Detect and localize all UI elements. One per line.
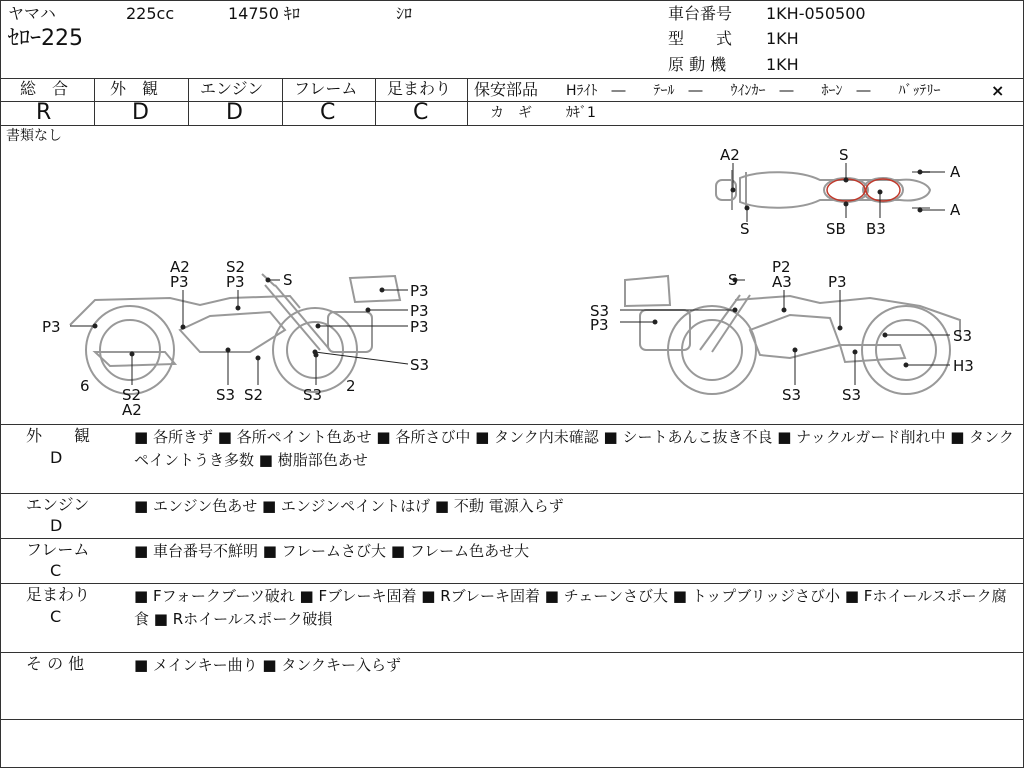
label-right-p3-left: P3 — [590, 316, 609, 334]
note-label-suspension: 足まわり — [26, 585, 91, 604]
label-top-a1: A — [950, 163, 961, 181]
label-left-s2-bottom: S2 — [122, 386, 142, 404]
type-label: 型 式 — [668, 29, 733, 48]
grade-value-exterior: D — [132, 100, 149, 125]
label-top-s: S — [839, 146, 849, 164]
grade-label-exterior: 外 観 — [110, 79, 159, 98]
mileage: 14750 ｷﾛ — [228, 4, 300, 23]
note-grade-engine: D — [50, 516, 63, 535]
label-right-s: S — [728, 271, 738, 289]
note-text-other: ■ メインキー曲り ■ タンクキー入らず — [134, 656, 402, 674]
label-left-s: S — [283, 271, 293, 289]
label-top-b3: B3 — [866, 220, 886, 238]
label-left-p3a: P3 — [170, 273, 189, 291]
note-label-engine: エンジン — [26, 495, 90, 514]
top-view-bike — [716, 170, 930, 210]
color: ｼﾛ — [396, 4, 413, 23]
documents-status: 書類なし — [6, 128, 62, 144]
grade-label-suspension: 足まわり — [387, 79, 452, 98]
grade-label-frame: フレーム — [294, 79, 358, 98]
label-left-2: 2 — [346, 377, 356, 395]
label-left-a2: A2 — [170, 258, 190, 276]
grade-value-suspension: C — [413, 100, 429, 125]
left-side-bike — [70, 274, 400, 394]
note-label-exterior: 外 観 — [26, 426, 91, 445]
safety-parts-title: 保安部品 — [474, 80, 539, 99]
divider — [0, 424, 1024, 425]
grade-label-overall: 総 合 — [20, 79, 69, 98]
key-value: ｶｷﾞ1 — [566, 105, 596, 121]
label-top-s-left: S — [740, 220, 750, 238]
frame-number-label: 車台番号 — [668, 4, 733, 23]
battery-missing-mark: × — [991, 81, 1005, 100]
label-left-p3e: P3 — [410, 318, 429, 336]
label-right-s3-left: S3 — [590, 302, 610, 320]
label-left-p3c: P3 — [410, 282, 429, 300]
grade-label-engine: エンジン — [200, 79, 264, 98]
type-value: 1KH — [766, 29, 799, 48]
engine-model-label: 原 動 機 — [668, 55, 727, 74]
label-left-6: 6 — [80, 377, 90, 395]
model-name: ｾﾛｰ225 — [8, 26, 83, 51]
note-text-frame: ■ 車台番号不鮮明 ■ フレームさび大 ■ フレーム色あせ大 — [134, 542, 530, 560]
note-text-suspension: ■ Fフォークブーツ破れ ■ Fブレーキ固着 ■ Rブレーキ固着 ■ チェーンさび大 ■ トップブリッジさび小 ■ Fホイールスポーク腐食 ■ Rホイールスポーク破損 — [134, 587, 1007, 628]
label-left-s3-mid: S3 — [216, 386, 236, 404]
label-top-sb: SB — [826, 220, 846, 238]
label-left-a2-bottom: A2 — [122, 401, 142, 419]
note-grade-suspension: C — [50, 607, 62, 626]
damage-diagram — [0, 126, 1024, 424]
note-grade-exterior: D — [50, 448, 63, 467]
label-left-p3b: P3 — [226, 273, 245, 291]
maker: ヤマハ — [8, 4, 56, 23]
note-grade-frame: C — [50, 561, 62, 580]
note-text-exterior: ■ 各所きず ■ 各所ペイント色あせ ■ 各所さび中 ■ タンク内未確認 ■ シートあんこ抜き不良 ■ ナックルガード削れ中 ■ タンクペイントうき多数 ■ 樹脂部色あせ — [134, 428, 1014, 469]
label-left-s3-front: S3 — [410, 356, 430, 374]
label-top-a2: A2 — [720, 146, 740, 164]
label-right-s3-right: S3 — [953, 327, 973, 345]
note-label-frame: フレーム — [26, 540, 90, 559]
displacement: 225cc — [126, 4, 175, 23]
safety-parts-items: Hﾗｲﾄ ― ﾃｰﾙ ― ｳｲﾝｶｰ ― ﾎｰﾝ ― ﾊﾞｯﾃﾘｰ — [566, 83, 941, 99]
label-right-s3b: S3 — [842, 386, 862, 404]
label-right-s3a: S3 — [782, 386, 802, 404]
label-left-p3-rear: P3 — [42, 318, 61, 336]
note-label-other: そ の 他 — [26, 654, 85, 673]
grade-value-frame: C — [320, 100, 336, 125]
label-right-p2: P2 — [772, 258, 791, 276]
grade-value-engine: D — [226, 100, 243, 125]
label-left-p3d: P3 — [410, 302, 429, 320]
label-left-s2-mid: S2 — [244, 386, 264, 404]
note-text-engine: ■ エンジン色あせ ■ エンジンペイントはげ ■ 不動 電源入らず — [134, 497, 564, 515]
label-left-s2: S2 — [226, 258, 246, 276]
label-right-a3: A3 — [772, 273, 792, 291]
frame-number-value: 1KH-050500 — [766, 4, 866, 23]
grade-value-overall: R — [36, 100, 52, 125]
label-right-p3-top: P3 — [828, 273, 847, 291]
label-top-a2b: A — [950, 201, 961, 219]
label-left-s3-low: S3 — [303, 386, 323, 404]
label-right-h3: H3 — [953, 357, 974, 375]
engine-model-value: 1KH — [766, 55, 799, 74]
key-label: カ ギ — [490, 105, 532, 121]
